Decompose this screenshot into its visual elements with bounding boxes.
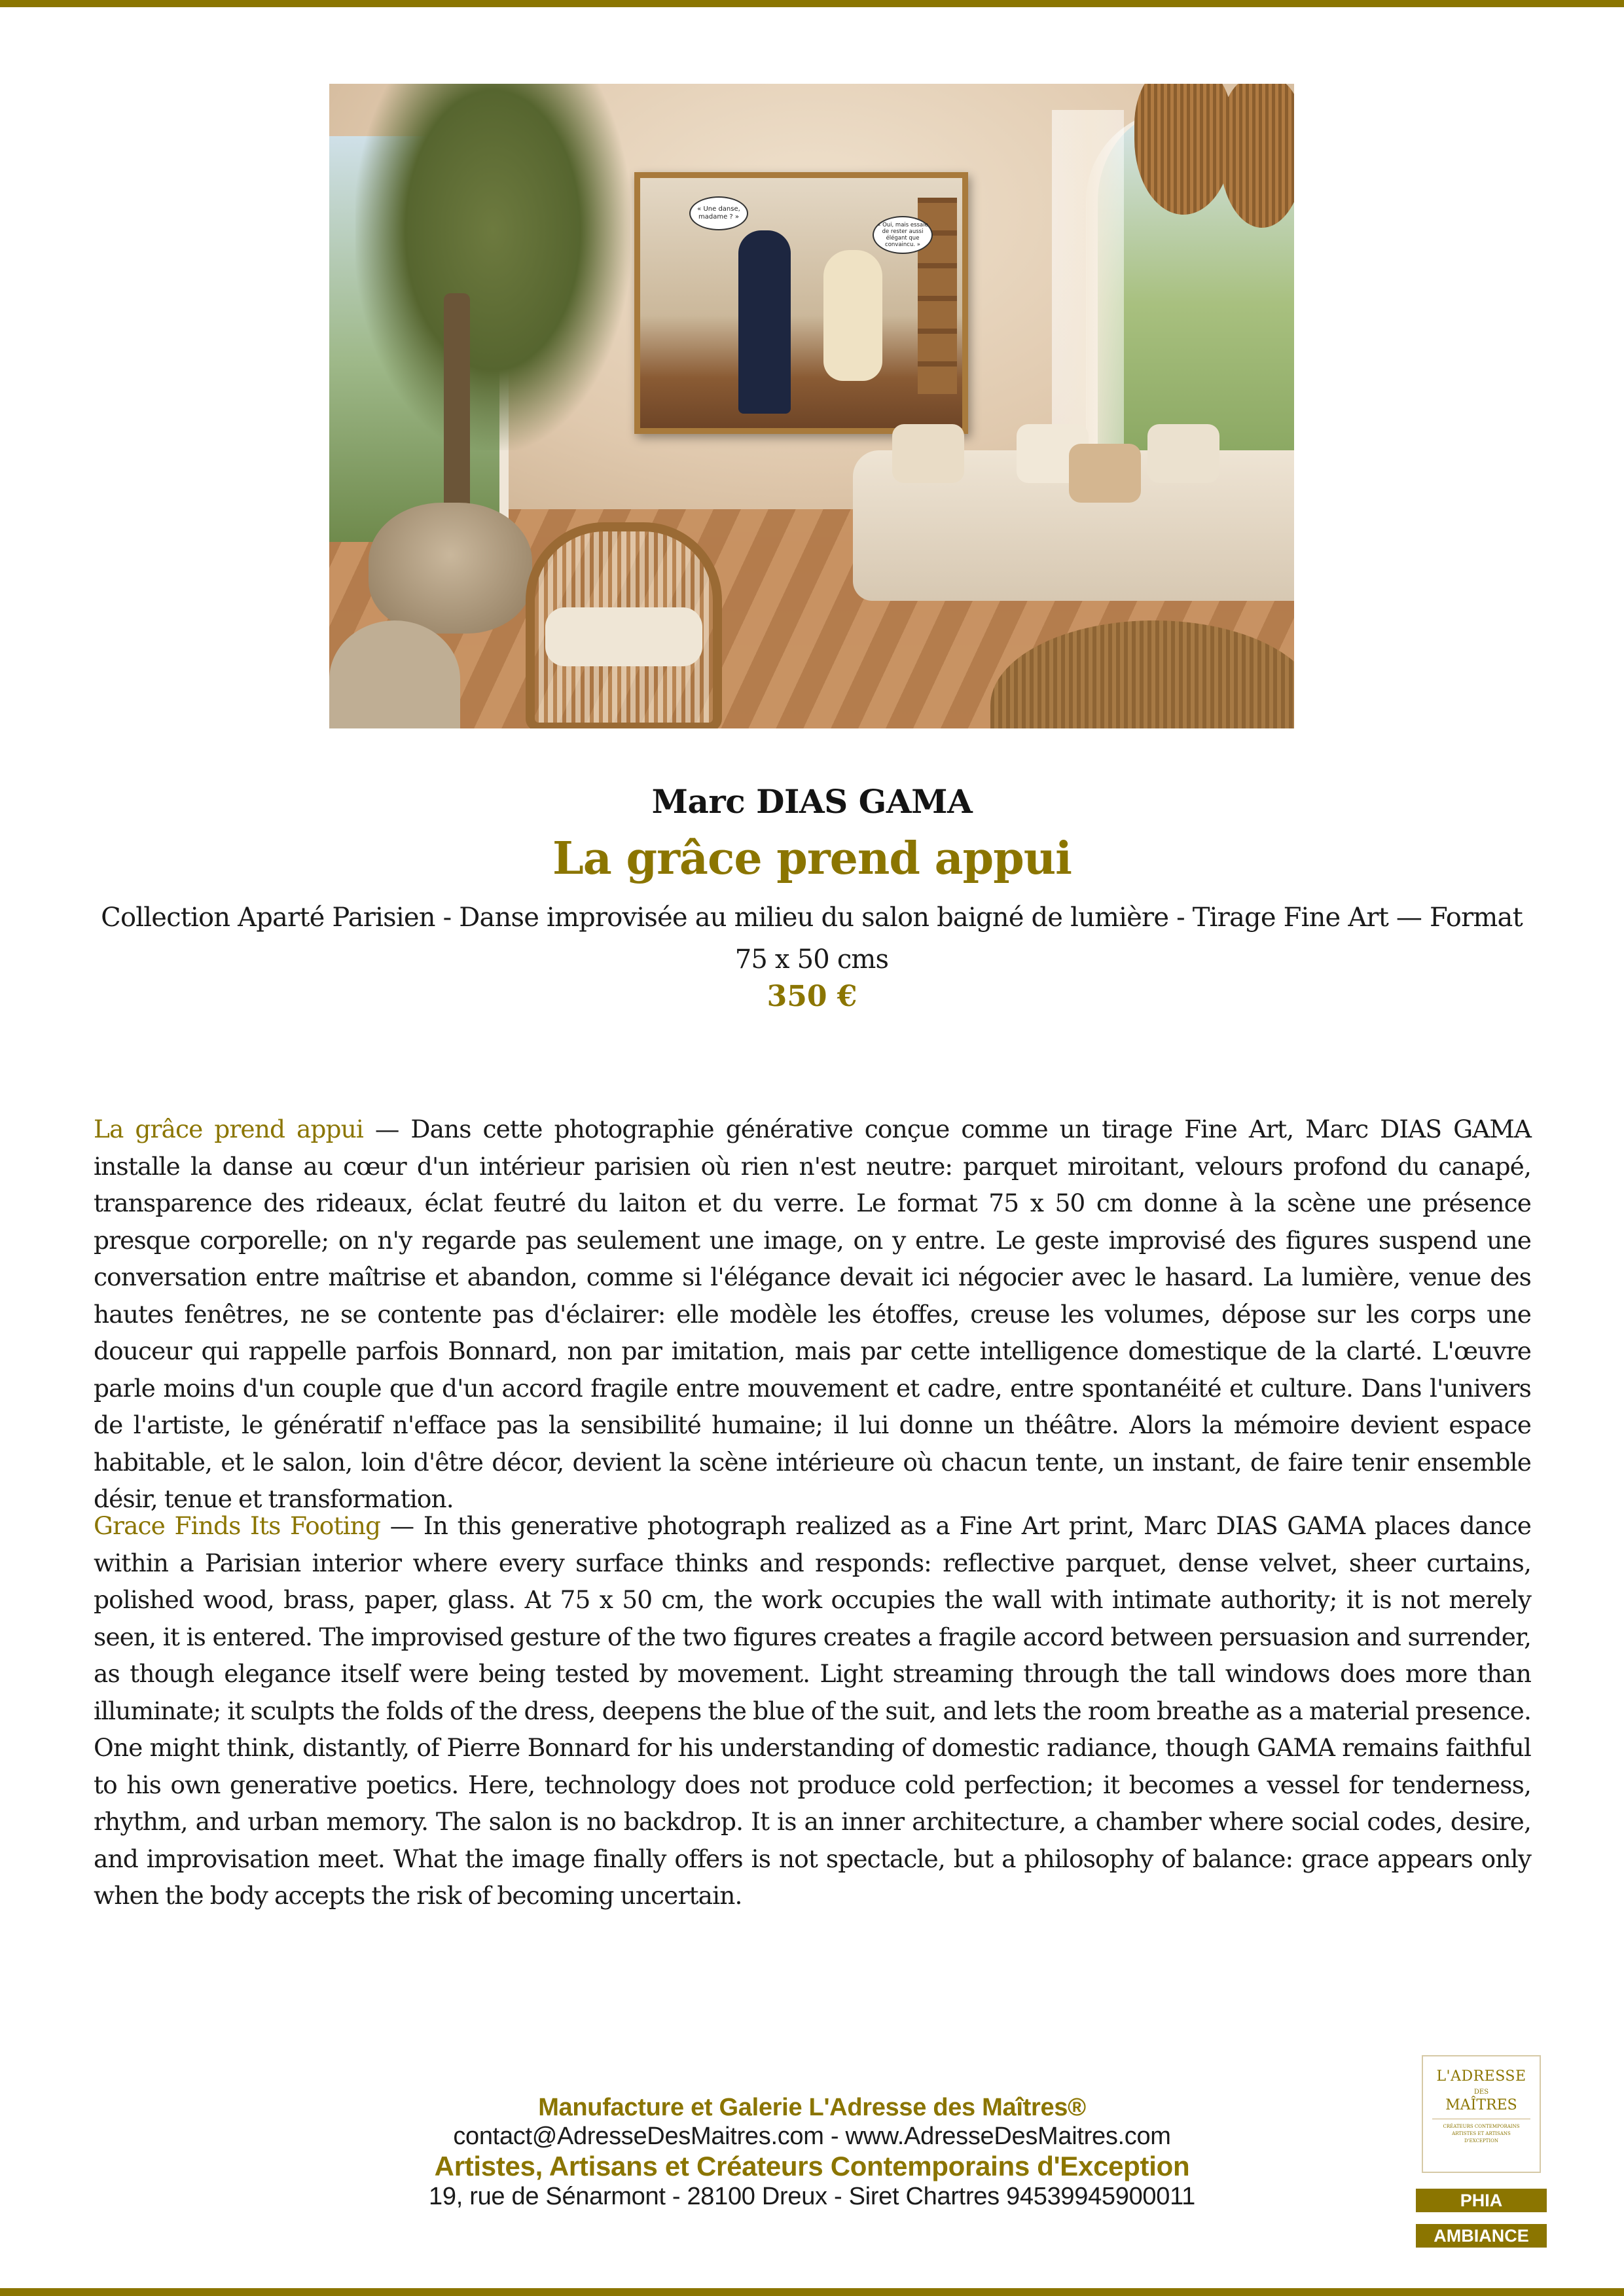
logo-line-6: D'EXCEPTION bbox=[1464, 2138, 1498, 2144]
footer-address: 19, rue de Sénarmont - 28100 Dreux - Siret Chartres 94539945900011 bbox=[429, 2183, 1195, 2210]
description-english-text: — In this generative photograph realized as a Fine Art print, Marc DIAS GAMA places dance within a Parisian interior where every surface thinks and responds: reflective parquet, dense velvet, sheer curtains, polished wood, brass, paper, glass. At 75 x 50 cm, the work occupies the wall with intimate authority; it is not merely seen, it is entered. The improvised gesture of the two figures creates a fragile accord between persuasion and surrender, as though elegance itself were being tested by movement. Light streaming through the tall windows does more than illuminate; it sculpts the folds of the dress, deepens the blue of the suit, and lets the room breathe as a material presence. One might think, distantly, of Pierre Bonnard for his understanding of domestic radiance, though GAMA remains faithful to his own generative poetics. Here, technology does not produce cold perfection; it becomes a vessel for tenderness, rhythm, and urban memory. The salon is no backdrop. It is an inner architecture, a chamber where social codes, desire, and improvisation meet. What the image finally offers is not spectacle, but a philosophy of balance: grace appears only when the body accepts the risk of becoming uncertain. bbox=[94, 1511, 1531, 1910]
top-border-bar bbox=[0, 0, 1624, 7]
pillow bbox=[1147, 424, 1219, 483]
footer bbox=[0, 2093, 1624, 2211]
speech-bubble-right: « Oui, mais essaie de rester aussi élégant que convaincu. » bbox=[873, 216, 933, 254]
logo-line-4: CRÉATEURS CONTEMPORAINS bbox=[1443, 2124, 1520, 2129]
logo-line-1: L'ADRESSE bbox=[1436, 2068, 1526, 2085]
description-french-text: — Dans cette photographie générative conçue comme un tirage Fine Art, Marc DIAS GAMA installe la danse au cœur d'un intérieur parisien où rien n'est neutre: parquet miroitant, velours profond du canapé, transparence des rideaux, éclat feutré du laiton et du verre. Le format 75 x 50 cm donne à la scène une présence presque corporelle; on n'y regarde pas seulement une image, on y entre. Le geste improvisé des figures suspend une conversation entre maîtrise et abandon, comme si l'élégance devait ici négocier avec le hasard. La lumière, venue des hautes fenêtres, ne se contente pas d'éclairer: elle modèle les étoffes, creuse les volumes, dépose sur les corps une douceur qui rappelle parfois Bonnard, non par imitation, mais par cette intelligence domestique de la clarté. L'œuvre parle moins d'un couple que d'un accord fragile entre mouvement et cadre, entre spontanéité et culture. Dans l'univers de l'artiste, le génératif n'efface pas la sensibilité humaine; il lui donne un théâtre. Alors la mémoire devient espace habitable, et le salon, loin d'être décor, devient la scène intérieure où chacun tente, un instant, de faire tenir ensemble désir, tenue et transformation. bbox=[94, 1115, 1531, 1513]
description-french-lead: La grâce prend appui bbox=[94, 1115, 363, 1143]
speech-bubble-left: « Une danse, madame ? » bbox=[689, 196, 748, 230]
pillow bbox=[1069, 444, 1141, 503]
artwork-price: 350 € bbox=[767, 980, 857, 1013]
chair-cushion bbox=[545, 607, 702, 666]
description-french bbox=[94, 1111, 1531, 1518]
description-english-lead: Grace Finds Its Footing bbox=[94, 1511, 381, 1540]
olive-tree bbox=[355, 84, 630, 450]
logo-line-2: DES bbox=[1473, 2089, 1489, 2096]
footer-contact: contact@AdresseDesMaitres.com - www.AdresseDesMaitres.com bbox=[453, 2123, 1171, 2150]
logo-line-3: MAÎTRES bbox=[1445, 2097, 1517, 2113]
tag-phia: PHIA bbox=[1416, 2189, 1547, 2212]
logo-line-5: ARTISTES ET ARTISANS bbox=[1452, 2131, 1511, 2136]
artwork-subtitle: Collection Aparté Parisien - Danse improvisée au milieu du salon baigné de lumière - Tirage Fine Art — Format 75 x 50 cms bbox=[101, 903, 1523, 975]
gallery-logo bbox=[1422, 2055, 1541, 2173]
tree-trunk bbox=[444, 293, 470, 509]
bottom-border-bar bbox=[0, 2288, 1624, 2296]
planter-pot bbox=[369, 503, 532, 634]
tag-ambiance: AMBIANCE bbox=[1416, 2224, 1547, 2248]
stone-side-table bbox=[329, 620, 460, 728]
pillow bbox=[892, 424, 964, 483]
artist-name: Marc DIAS GAMA bbox=[651, 782, 973, 821]
description-english bbox=[94, 1507, 1531, 1914]
artwork-title: La grâce prend appui bbox=[552, 833, 1072, 885]
dancer-man bbox=[738, 230, 791, 414]
dancer-woman bbox=[823, 250, 882, 381]
artwork-photo bbox=[329, 84, 1294, 728]
framed-dance-painting bbox=[634, 172, 968, 434]
footer-tagline: Artistes, Artisans et Créateurs Contemporains d'Exception bbox=[434, 2151, 1190, 2181]
footer-company: Manufacture et Galerie L'Adresse des Maîtres® bbox=[538, 2094, 1086, 2121]
